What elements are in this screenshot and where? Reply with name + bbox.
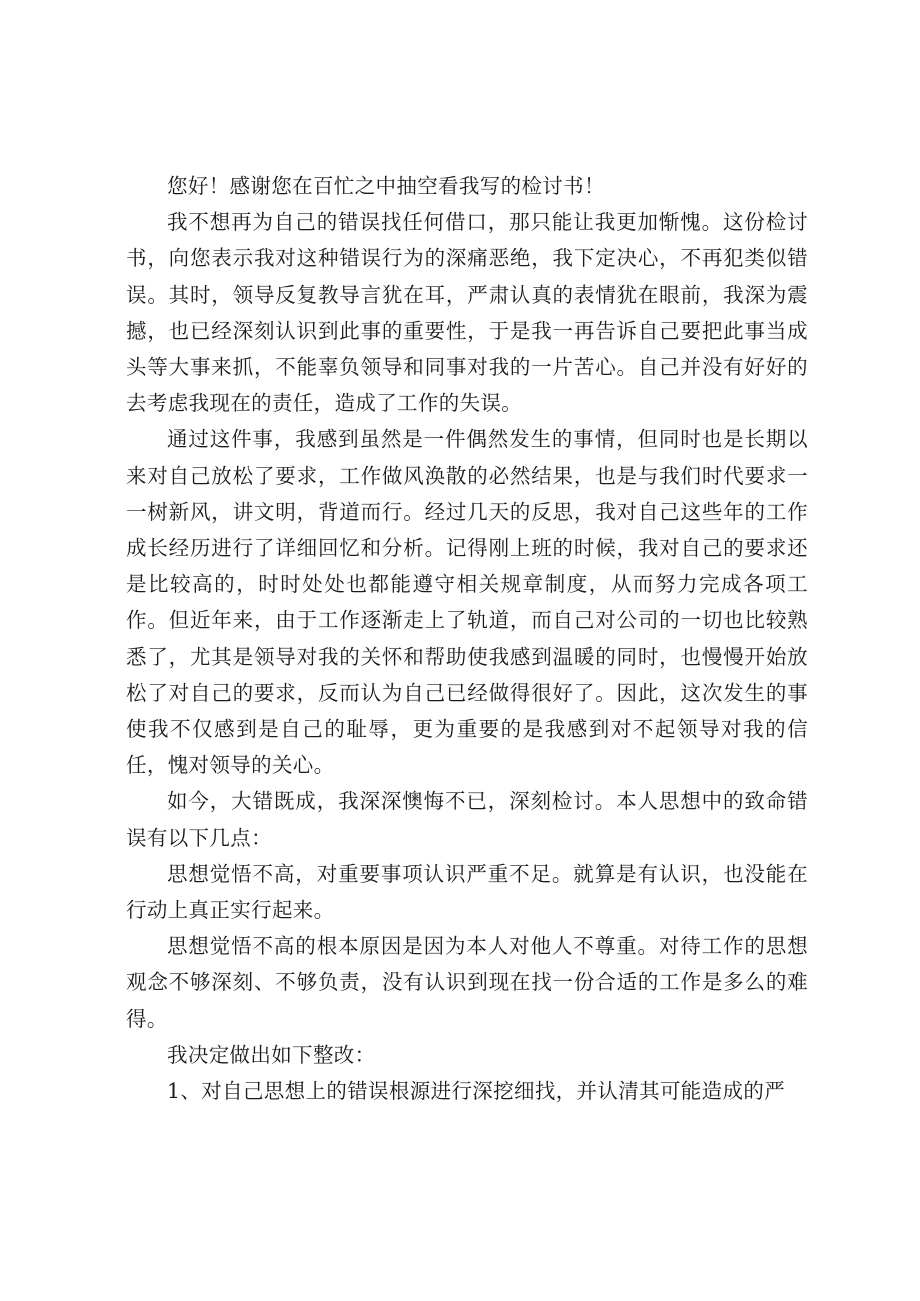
error-point-paragraph: 思想觉悟不高，对重要事项认识严重不足。就算是有认识，也没能在行动上真正实行起来。: [126, 861, 808, 923]
rectification-intro-paragraph: 我决定做出如下整改：: [167, 1042, 376, 1067]
apology-paragraph: 我不想再为自己的错误找任何借口，那只能让我更加惭愧。这份检讨书，向您表示我对这种错误行为的深痛恶绝，我下定决心，不再犯类似错误。其时，领导反复教导言犹在耳，严肃认真的表情犹在眼前，我深为震撼，也已经深刻认识到此事的重要性，于是我一再告诉自己要把此事当成头等大事来抓，不能辜负领导和同事对我的一片苦心。自己并没有好好的去考虑我现在的责任，造成了工作的失误。: [126, 210, 808, 416]
reflection-paragraph: 通过这件事，我感到虽然是一件偶然发生的事情，但同时也是长期以来对自己放松了要求，工作做风涣散的必然结果，也是与我们时代要求一一树新风，讲文明，背道而行。经过几天的反思，我对自己这些年的工作成长经历进行了详细回忆和分析。记得刚上班的时候，我对自己的要求还是比较高的，时时处处也都能遵守相关规章制度，从而努力完成各项工作。但近年来，由于工作逐渐走上了轨道，而自己对公司的一切也比较熟悉了，尤其是领导对我的关怀和帮助使我感到温暖的同时，也慢慢开始放松了对自己的要求，反而认为自己已经做得很好了。因此，这次发生的事使我不仅感到是自己的耻辱，更为重要的是我感到对不起领导对我的信任，愧对领导的关心。: [126, 427, 808, 778]
letter-body: [126, 168, 808, 1109]
greeting-paragraph: 您好！感谢您在百忙之中抽空看我写的检讨书！: [167, 174, 605, 198]
root-cause-paragraph: 思想觉悟不高的根本原因是因为本人对他人不尊重。对待工作的思想观念不够深刻、不够负责，没有认识到现在找一份合适的工作是多么的难得。: [126, 934, 808, 1031]
errors-intro-paragraph: 如今，大错既成，我深深懊悔不已，深刻检讨。本人思想中的致命错误有以下几点：: [126, 789, 808, 850]
rectification-item-1: 1、对自己思想上的错误根源进行深挖细找，并认清其可能造成的严: [167, 1079, 786, 1104]
